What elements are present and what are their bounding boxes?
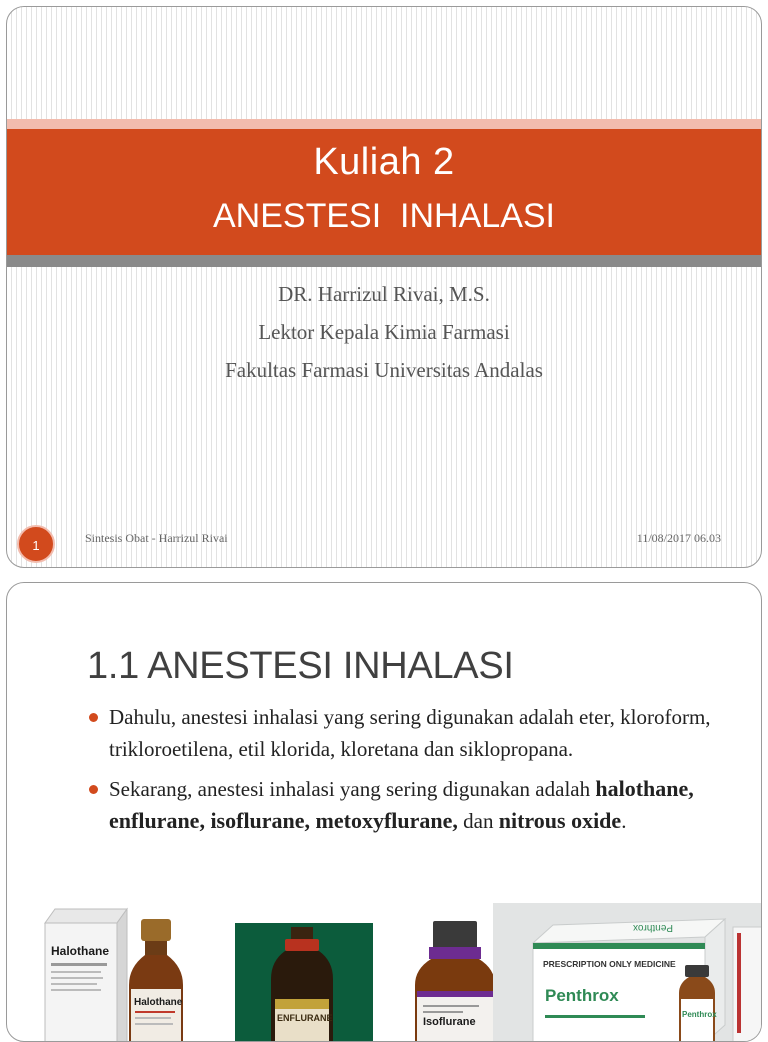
- bullet-item: [87, 773, 737, 837]
- bullet-bold-agents: halothane, enflurane, isoflurane, metoxyflurane,: [109, 776, 694, 833]
- author-block: [7, 275, 761, 389]
- title-band: [7, 129, 761, 255]
- bullet-bold-nitrous: nitrous oxide: [498, 808, 622, 833]
- penthrox-brand-label: Penthrox: [545, 986, 619, 1005]
- penthrox-top-label: Penthrox: [632, 922, 673, 933]
- title-band-bottom-stripe: [7, 255, 761, 267]
- bullet-text-and: dan: [457, 809, 499, 833]
- enflurane-label: ENFLURANE: [277, 1013, 333, 1023]
- footer-date: 11/08/2017 06.03: [636, 531, 721, 545]
- bullet-list: [87, 701, 737, 845]
- penthrox-rx-label: PRESCRIPTION ONLY MEDICINE: [543, 959, 676, 969]
- bullet-dot-icon: [89, 713, 98, 722]
- title-line-2: ANESTESI INHALASI: [213, 197, 555, 235]
- bullet-text-period: .: [621, 809, 627, 833]
- content-slide: [6, 582, 762, 1042]
- halothane-product-image: [43, 905, 193, 1042]
- title-line-1: Kuliah 2: [313, 141, 455, 183]
- halothane-bottle-label: Halothane: [134, 997, 183, 1008]
- enflurane-illustration: [235, 923, 373, 1042]
- slide-number-badge: 1: [17, 525, 55, 563]
- enflurane-product-image: [235, 923, 373, 1042]
- bullet-text-past: Dahulu, anestesi inhalasi yang sering digunakan adalah eter, kloroform, trikloroetilena, etil klorida, kloretana dan siklopropana.: [109, 705, 711, 761]
- penthrox-illustration: [493, 903, 762, 1042]
- footer-course: Sintesis Obat - Harrizul Rivai: [85, 531, 228, 545]
- isoflurane-label: Isoflurane: [423, 1016, 476, 1028]
- author-position: Lektor Kepala Kimia Farmasi: [258, 320, 510, 344]
- author-name: DR. Harrizul Rivai, M.S.: [278, 282, 490, 306]
- title-slide: [6, 6, 762, 568]
- title-band-top-stripe: [7, 119, 761, 129]
- penthrox-bottle-label: Penthrox: [682, 1010, 717, 1019]
- author-institution: Fakultas Farmasi Universitas Andalas: [225, 358, 543, 382]
- bullet-text-now: Sekarang, anestesi inhalasi yang sering digunakan adalah: [109, 777, 596, 801]
- slide-heading: 1.1 ANESTESI INHALASI: [87, 645, 514, 687]
- halothane-illustration: [43, 905, 193, 1042]
- halothane-box-label: Halothane: [51, 944, 110, 958]
- bullet-item: [87, 701, 737, 765]
- bullet-dot-icon: [89, 785, 98, 794]
- penthrox-product-image: [493, 903, 762, 1042]
